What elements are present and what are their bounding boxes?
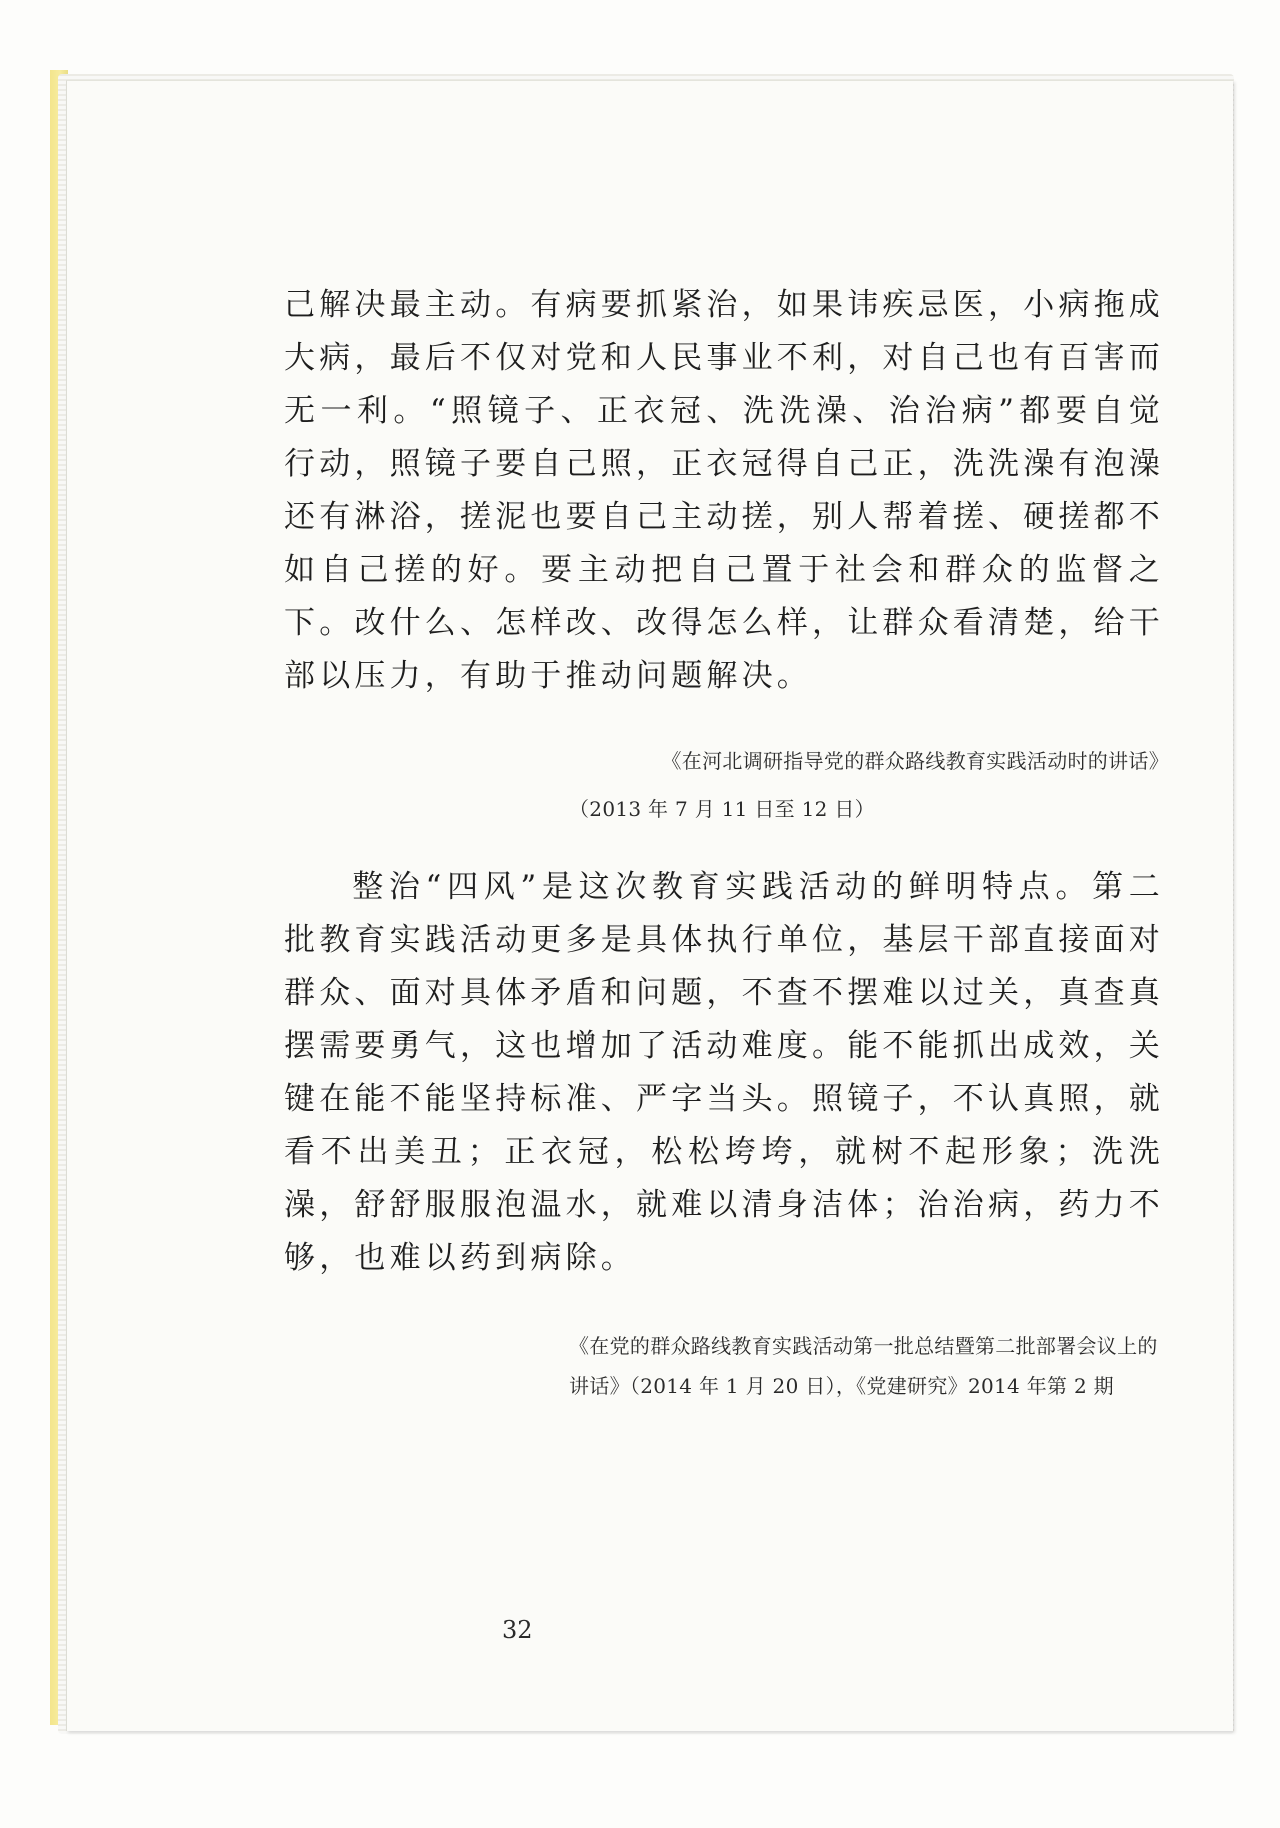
source-1-date: （2013 年 7 月 11 日至 12 日） [569,797,875,821]
book-page [66,80,1233,1731]
source-2: 《在党的群众路线教育实践活动第一批总结暨第二批部署会议上的讲话》（2014 年 1 月 20 日），《党建研究》2014 年第 2 期 [569,1334,1158,1398]
paragraph-1: 己解决最主动。有病要抓紧治，如果讳疾忌医，小病拖成大病，最后不仅对党和人民事业不利，对自己也有百害而无一利。“照镜子、正衣冠、洗洗澡、治治病”都要自觉行动，照镜子要自己照，正衣冠得自己正，洗洗澡有泡澡还有淋浴，搓泥也要自己主动搓，别人帮着搓、硬搓都不如自己搓的好。要主动把自己置于社会和群众的监督之下。改什么、怎样改、改得怎么样，让群众看清楚，给干部以压力，有助于推动问题解决。 [284,287,1164,694]
source-1-title: 《在河北调研指导党的群众路线教育实践活动时的讲话》 [661,749,1169,773]
paragraph-2: 整治“四风”是这次教育实践活动的鲜明特点。第二批教育实践活动更多是具体执行单位，基层干部直接面对群众、面对具体矛盾和问题，不查不摆难以过关，真查真摆需要勇气，这也增加了活动难度。能不能抓出成效，关键在能不能坚持标准、严字当头。照镜子，不认真照，就看不出美丑；正衣冠，松松垮垮，就树不起形象；洗洗澡，舒舒服服泡温水，就难以清身洁体；治治病，药力不够，也难以药到病除。 [284,869,1164,1276]
page-number: 32 [502,1616,533,1644]
